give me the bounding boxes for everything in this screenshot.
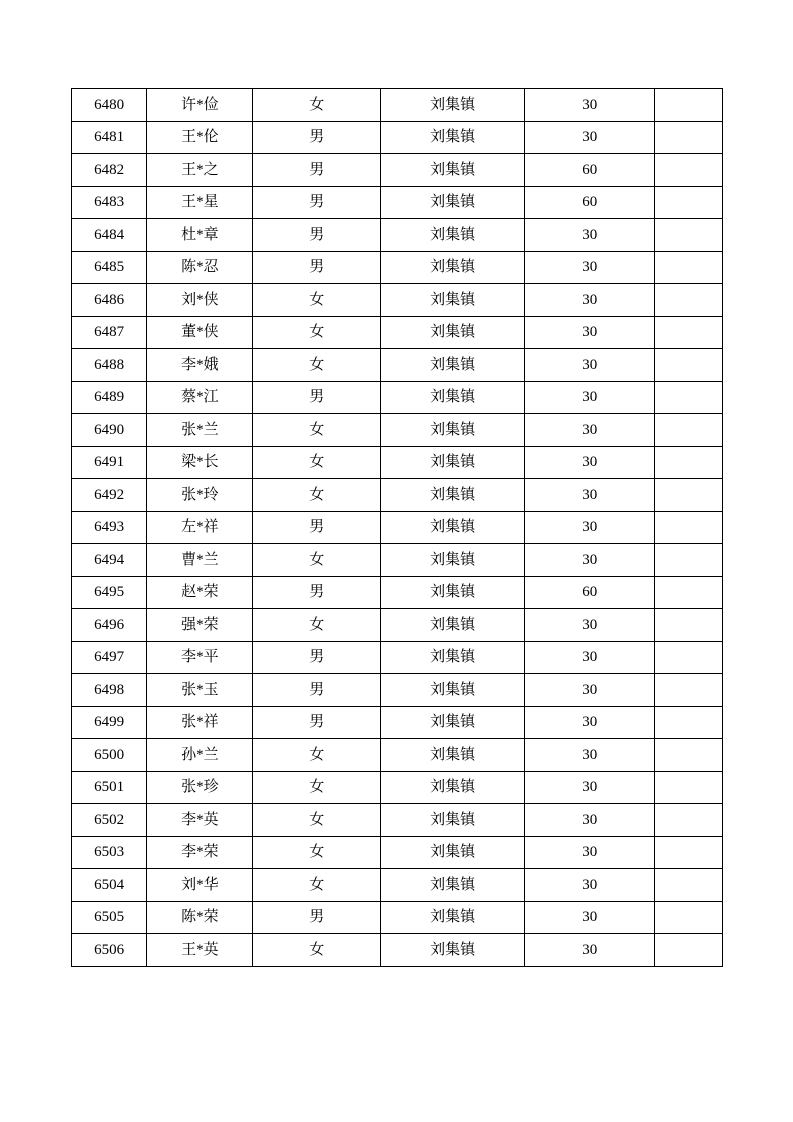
table-row [72,219,723,252]
cell-name: 董*侠 [147,316,253,349]
cell-name: 王*伦 [147,121,253,154]
cell-gender: 女 [253,284,381,317]
table-row [72,479,723,512]
cell-blank [655,121,723,154]
cell-town: 刘集镇 [381,154,525,187]
cell-town: 刘集镇 [381,284,525,317]
cell-id: 6485 [72,251,147,284]
cell-name: 刘*华 [147,869,253,902]
cell-blank [655,739,723,772]
table-row [72,89,723,122]
cell-name: 蔡*江 [147,381,253,414]
cell-name: 王*英 [147,934,253,967]
cell-blank [655,706,723,739]
cell-blank [655,414,723,447]
table-row [72,446,723,479]
cell-amount: 30 [525,479,655,512]
cell-gender: 女 [253,89,381,122]
cell-id: 6490 [72,414,147,447]
cell-name: 张*玲 [147,479,253,512]
table-row [72,511,723,544]
cell-town: 刘集镇 [381,869,525,902]
cell-blank [655,641,723,674]
cell-town: 刘集镇 [381,219,525,252]
cell-blank [655,479,723,512]
cell-gender: 男 [253,381,381,414]
cell-gender: 男 [253,674,381,707]
cell-town: 刘集镇 [381,121,525,154]
table-row [72,869,723,902]
cell-gender: 男 [253,251,381,284]
cell-blank [655,544,723,577]
cell-amount: 30 [525,804,655,837]
cell-blank [655,934,723,967]
cell-town: 刘集镇 [381,479,525,512]
cell-blank [655,446,723,479]
cell-amount: 30 [525,706,655,739]
cell-gender: 男 [253,511,381,544]
cell-id: 6480 [72,89,147,122]
cell-id: 6486 [72,284,147,317]
cell-gender: 女 [253,479,381,512]
cell-town: 刘集镇 [381,576,525,609]
cell-blank [655,154,723,187]
cell-amount: 60 [525,576,655,609]
table-row [72,186,723,219]
cell-town: 刘集镇 [381,511,525,544]
table-row [72,349,723,382]
cell-name: 杜*章 [147,219,253,252]
cell-amount: 30 [525,544,655,577]
cell-blank [655,219,723,252]
table-row [72,251,723,284]
cell-name: 李*荣 [147,836,253,869]
cell-id: 6488 [72,349,147,382]
cell-amount: 30 [525,739,655,772]
cell-blank [655,511,723,544]
cell-amount: 30 [525,641,655,674]
cell-amount: 30 [525,674,655,707]
cell-town: 刘集镇 [381,674,525,707]
cell-amount: 30 [525,511,655,544]
cell-name: 张*玉 [147,674,253,707]
cell-town: 刘集镇 [381,901,525,934]
cell-town: 刘集镇 [381,544,525,577]
cell-town: 刘集镇 [381,836,525,869]
cell-blank [655,804,723,837]
table-row [72,836,723,869]
cell-id: 6499 [72,706,147,739]
cell-id: 6496 [72,609,147,642]
cell-amount: 60 [525,186,655,219]
cell-gender: 男 [253,576,381,609]
cell-amount: 30 [525,381,655,414]
cell-gender: 女 [253,804,381,837]
cell-town: 刘集镇 [381,739,525,772]
cell-name: 陈*荣 [147,901,253,934]
table-row [72,609,723,642]
cell-name: 李*平 [147,641,253,674]
table-row [72,771,723,804]
cell-id: 6501 [72,771,147,804]
cell-town: 刘集镇 [381,934,525,967]
cell-id: 6494 [72,544,147,577]
cell-gender: 男 [253,901,381,934]
table-row [72,934,723,967]
cell-town: 刘集镇 [381,349,525,382]
table-row [72,414,723,447]
table-row [72,284,723,317]
cell-amount: 30 [525,901,655,934]
cell-amount: 30 [525,316,655,349]
cell-gender: 女 [253,739,381,772]
cell-gender: 女 [253,414,381,447]
cell-name: 强*荣 [147,609,253,642]
cell-name: 孙*兰 [147,739,253,772]
table-row [72,901,723,934]
cell-blank [655,349,723,382]
cell-blank [655,316,723,349]
cell-name: 张*祥 [147,706,253,739]
cell-id: 6500 [72,739,147,772]
cell-gender: 女 [253,544,381,577]
cell-gender: 女 [253,836,381,869]
cell-blank [655,609,723,642]
cell-id: 6504 [72,869,147,902]
cell-id: 6489 [72,381,147,414]
cell-name: 刘*侠 [147,284,253,317]
table-row [72,674,723,707]
cell-town: 刘集镇 [381,89,525,122]
table-row [72,316,723,349]
table-row [72,739,723,772]
cell-gender: 男 [253,154,381,187]
cell-amount: 30 [525,446,655,479]
cell-name: 赵*荣 [147,576,253,609]
cell-amount: 30 [525,219,655,252]
cell-town: 刘集镇 [381,316,525,349]
cell-amount: 30 [525,121,655,154]
roster-table-container [71,88,723,967]
cell-id: 6482 [72,154,147,187]
cell-name: 陈*忍 [147,251,253,284]
cell-id: 6497 [72,641,147,674]
roster-table [71,88,723,967]
cell-amount: 30 [525,869,655,902]
cell-id: 6495 [72,576,147,609]
cell-amount: 30 [525,609,655,642]
table-row [72,381,723,414]
cell-amount: 30 [525,934,655,967]
cell-gender: 女 [253,316,381,349]
cell-blank [655,381,723,414]
cell-id: 6491 [72,446,147,479]
cell-blank [655,674,723,707]
cell-id: 6498 [72,674,147,707]
cell-gender: 女 [253,609,381,642]
cell-name: 王*星 [147,186,253,219]
table-row [72,706,723,739]
cell-name: 王*之 [147,154,253,187]
cell-id: 6505 [72,901,147,934]
cell-gender: 男 [253,219,381,252]
cell-town: 刘集镇 [381,446,525,479]
cell-name: 李*娥 [147,349,253,382]
cell-blank [655,89,723,122]
table-row [72,641,723,674]
cell-gender: 女 [253,771,381,804]
table-row [72,576,723,609]
table-row [72,154,723,187]
cell-gender: 男 [253,641,381,674]
cell-amount: 30 [525,349,655,382]
cell-gender: 女 [253,349,381,382]
cell-town: 刘集镇 [381,609,525,642]
cell-town: 刘集镇 [381,414,525,447]
cell-blank [655,576,723,609]
cell-name: 左*祥 [147,511,253,544]
cell-amount: 30 [525,771,655,804]
cell-gender: 男 [253,186,381,219]
table-row [72,121,723,154]
cell-name: 曹*兰 [147,544,253,577]
cell-town: 刘集镇 [381,771,525,804]
cell-id: 6506 [72,934,147,967]
cell-blank [655,869,723,902]
cell-name: 张*兰 [147,414,253,447]
cell-town: 刘集镇 [381,381,525,414]
cell-id: 6493 [72,511,147,544]
cell-id: 6502 [72,804,147,837]
cell-name: 李*英 [147,804,253,837]
cell-amount: 30 [525,251,655,284]
cell-gender: 女 [253,446,381,479]
cell-name: 梁*长 [147,446,253,479]
cell-gender: 男 [253,121,381,154]
cell-gender: 女 [253,869,381,902]
cell-blank [655,251,723,284]
table-row [72,804,723,837]
cell-amount: 30 [525,414,655,447]
cell-gender: 男 [253,706,381,739]
cell-town: 刘集镇 [381,706,525,739]
cell-town: 刘集镇 [381,804,525,837]
cell-amount: 30 [525,284,655,317]
table-row [72,544,723,577]
cell-amount: 30 [525,836,655,869]
cell-gender: 女 [253,934,381,967]
cell-town: 刘集镇 [381,251,525,284]
cell-amount: 30 [525,89,655,122]
cell-id: 6503 [72,836,147,869]
cell-id: 6492 [72,479,147,512]
cell-blank [655,284,723,317]
cell-name: 许*俭 [147,89,253,122]
cell-blank [655,836,723,869]
cell-name: 张*珍 [147,771,253,804]
cell-id: 6487 [72,316,147,349]
cell-town: 刘集镇 [381,186,525,219]
cell-id: 6483 [72,186,147,219]
cell-amount: 60 [525,154,655,187]
cell-id: 6484 [72,219,147,252]
cell-id: 6481 [72,121,147,154]
cell-blank [655,901,723,934]
cell-town: 刘集镇 [381,641,525,674]
cell-blank [655,771,723,804]
cell-blank [655,186,723,219]
